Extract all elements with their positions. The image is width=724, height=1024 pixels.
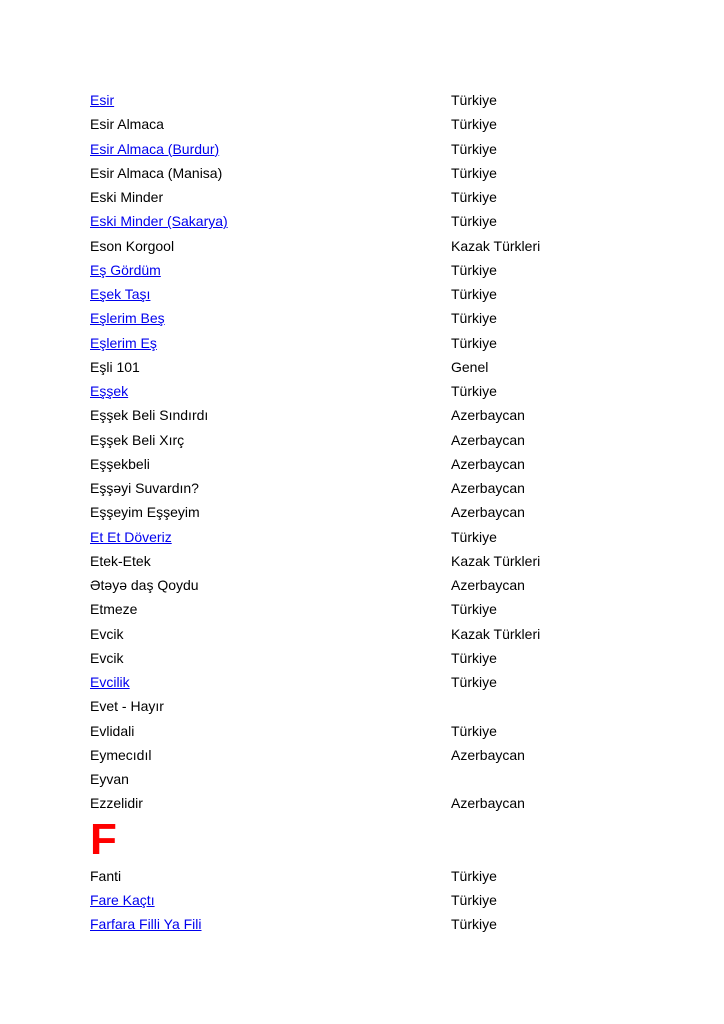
entry-name: Ətəyə daş Qoydu [90, 577, 199, 593]
entry-name: Ezzelidir [90, 795, 143, 812]
entry-region: Türkiye [451, 722, 497, 739]
entry-region: Genel [451, 358, 489, 375]
entry-region: Türkiye [451, 116, 497, 133]
list-item [90, 525, 650, 549]
list-item [90, 743, 650, 767]
list-item [90, 622, 650, 646]
list-item [90, 331, 650, 355]
list-item [90, 88, 650, 112]
entry-region: Kazak Türkleri [451, 625, 541, 642]
entry-name: Eşşəyi Suvardın? [90, 480, 199, 496]
entry-region: Türkiye [451, 601, 497, 618]
entry-region: Türkiye [451, 649, 497, 666]
entry-list [90, 88, 650, 936]
entry-name: Evet - Hayır [90, 698, 164, 715]
entry-name: Etek-Etek [90, 552, 151, 569]
entry-region: Türkiye [451, 140, 497, 157]
entry-link[interactable]: Fare Kaçtı [90, 891, 155, 908]
list-item [90, 234, 650, 258]
entry-link[interactable]: Evcilik [90, 674, 130, 690]
entry-region: Azerbaycan [451, 431, 525, 448]
entry-region: Türkiye [451, 674, 497, 690]
entry-name: Eşşekbeli [90, 455, 150, 472]
entry-region: Türkiye [451, 286, 497, 302]
list-item [90, 403, 650, 427]
entry-name: Eşşek Beli Xırç [90, 431, 185, 448]
list-item [90, 452, 650, 476]
list-item [90, 161, 650, 185]
list-item [90, 500, 650, 524]
entry-region: Azerbaycan [451, 577, 525, 593]
list-item [90, 646, 650, 670]
entry-name: Esir Almaca (Manisa) [90, 164, 223, 181]
entry-name: Evcik [90, 625, 124, 642]
list-item [90, 694, 650, 718]
entry-name: Evcik [90, 649, 124, 666]
entry-name: Eski Minder [90, 189, 164, 205]
entry-name: Eşşek Beli Sındırdı [90, 407, 209, 424]
list-item [90, 428, 650, 452]
list-item [90, 258, 650, 282]
entry-link[interactable]: Eşlerim Eş [90, 334, 157, 351]
section-f-list [90, 864, 650, 937]
entry-name: Eşli 101 [90, 358, 140, 375]
entry-link[interactable]: Farfara Filli Ya Fili [90, 916, 202, 932]
list-item [90, 379, 650, 403]
entry-region: Azerbaycan [451, 795, 525, 812]
entry-region: Türkiye [451, 164, 497, 181]
list-item [90, 912, 650, 936]
entry-name: Etmeze [90, 601, 138, 618]
list-item [90, 282, 650, 306]
entry-region: Türkiye [451, 213, 497, 230]
entry-name: Esir Almaca [90, 116, 164, 133]
list-item [90, 888, 650, 912]
entry-link[interactable]: Et Et Döveriz [90, 528, 172, 545]
entry-region: Azerbaycan [451, 504, 525, 521]
entry-link[interactable]: Eşek Taşı [90, 286, 151, 302]
entry-link[interactable]: Eş Gördüm [90, 261, 161, 278]
entry-region: Azerbaycan [451, 407, 525, 424]
entry-name: Eymecıdıl [90, 746, 152, 763]
entry-link[interactable]: Eşşek [90, 383, 129, 399]
entry-name: Evlidali [90, 722, 135, 739]
list-item [90, 355, 650, 379]
list-item [90, 719, 650, 743]
entry-region: Türkiye [451, 261, 497, 278]
entry-region: Türkiye [451, 891, 497, 908]
entry-region: Türkiye [451, 92, 497, 108]
section-e-list [90, 88, 650, 816]
entry-link[interactable]: Eski Minder (Sakarya) [90, 213, 228, 230]
entry-region: Türkiye [451, 189, 497, 205]
list-item [90, 112, 650, 136]
list-item [90, 767, 650, 791]
entry-link[interactable]: Esir [90, 92, 115, 108]
entry-region: Türkiye [451, 528, 497, 545]
entry-region: Kazak Türkleri [451, 237, 541, 254]
section-heading-f: F [90, 814, 117, 864]
entry-region: Azerbaycan [451, 455, 525, 472]
entry-name: Eyvan [90, 771, 129, 787]
list-item [90, 670, 650, 694]
entry-name: Eşşeyim Eşşeyim [90, 504, 200, 521]
list-item [90, 597, 650, 621]
list-item [90, 476, 650, 500]
entry-region: Azerbaycan [451, 746, 525, 763]
list-item [90, 137, 650, 161]
list-item [90, 306, 650, 330]
entry-region: Türkiye [451, 916, 497, 932]
list-item [90, 791, 650, 815]
entry-link[interactable]: Esir Almaca (Burdur) [90, 140, 220, 157]
entry-region: Türkiye [451, 867, 497, 884]
list-item [90, 209, 650, 233]
entry-name: Fanti [90, 867, 122, 884]
list-item [90, 573, 650, 597]
entry-region: Türkiye [451, 334, 497, 351]
list-item [90, 549, 650, 573]
list-item [90, 864, 650, 888]
entry-name: Eson Korgool [90, 237, 175, 254]
entry-region: Azerbaycan [451, 480, 525, 496]
entry-link[interactable]: Eşlerim Beş [90, 310, 165, 327]
list-item [90, 185, 650, 209]
entry-region: Türkiye [451, 383, 497, 399]
entry-region: Kazak Türkleri [451, 552, 541, 569]
entry-region: Türkiye [451, 310, 497, 327]
